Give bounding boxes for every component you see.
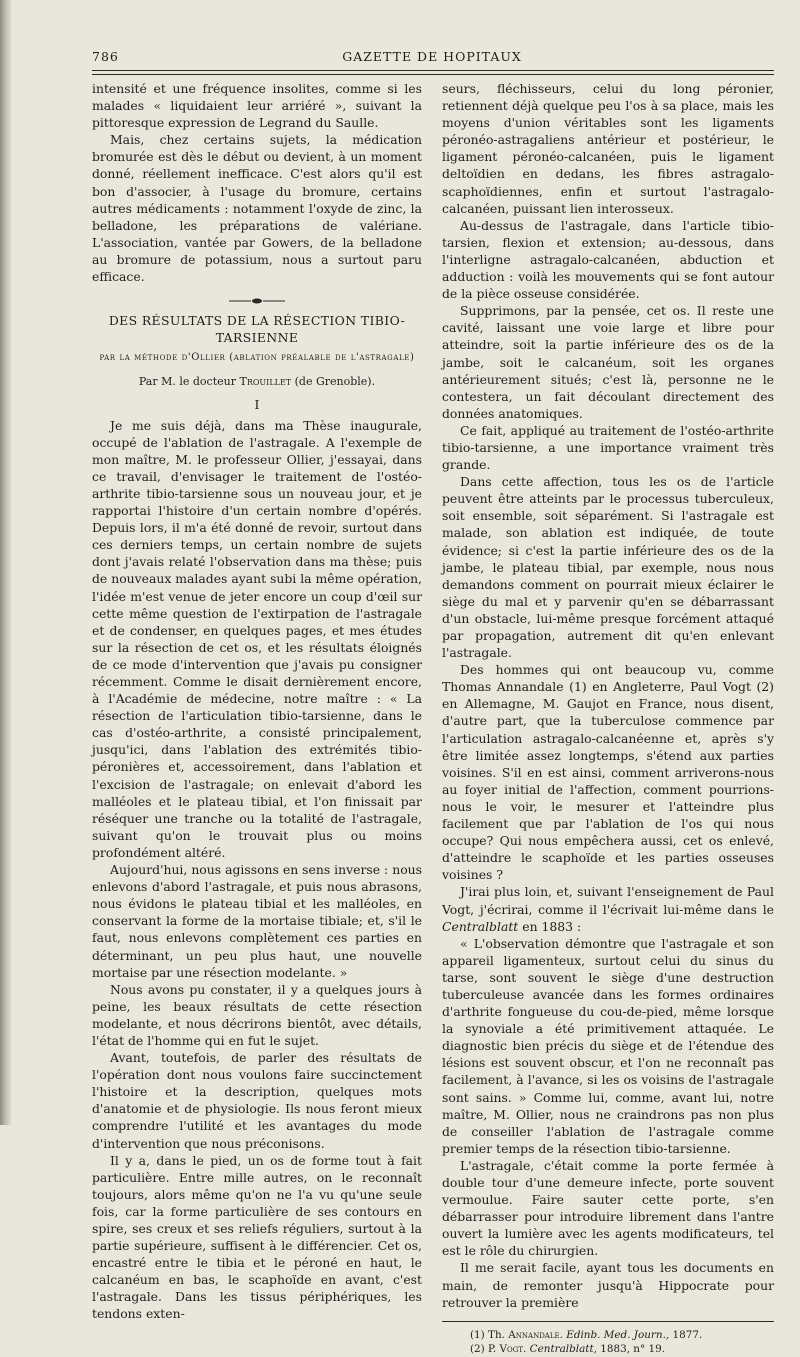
- paragraph: Ce fait, appliqué au traitement de l'ostéo-arthrite tibio-tarsienne, a une importance vraiment très grande.: [442, 422, 774, 473]
- section-number: I: [254, 396, 260, 412]
- paragraph: [442, 883, 774, 934]
- paragraph: Il y a, dans le pied, un os de forme tout à fait particulière. Entre mille autres, on le reconnaît toujours, alors même qu'on ne l'a vu qu'une seule fois, car la forme particulière de ses contours en spire, ses creux et ses reliefs réguliers, surtout à la partie supérieure, suffisent à le différencier. Cet os, encastré entre le tibia et le péroné en haut, le calcanéum en bas, le scaphoïde en avant, c'est l'astragale. Dans les tissus périphériques, les tendons exten-: [92, 1152, 422, 1322]
- paragraph: Avant, toutefois, de parler des résultats de l'opération dont nous voulons faire succinctement l'histoire et la description, quelques mots d'anatomie et de physiologie. Ils nous feront mieux comprendre l'utilité et les avantages du mode d'intervention que nous préconisons.: [92, 1050, 422, 1151]
- footnote-marker: (1) Th.: [470, 1328, 505, 1341]
- paragraph: seurs, fléchisseurs, celui du long péronier, retiennent déjà quelque peu l'os à sa place, mais les moyens d'union véritables sont les ligaments péronéo-astragaliens antérieur et postérieur, le ligament péronéo-calcanéen, puis le ligament deltoïdien en dedans, les fibres astragalo-scaphoïdiennes, enfin et surtout l'astragalo-calcanéen, puissant lien interosseux.: [442, 81, 774, 216]
- paragraph: Aujourd'hui, nous agissons en sens inverse : nous enlevons d'abord l'astragale, et puis nous abrasons, nous évidons le plateau tibial et les malléoles, en conservant la forme de la mortaise tibiale; et, s'il le faut, nous enlevons complètement ces parties en déterminant, un peu plus haut, une nouvelle mortaise par une résection modelante. »: [92, 862, 422, 980]
- header-rule-thin: [92, 74, 774, 75]
- paragraph: Il me serait facile, ayant tous les documents en main, de remonter jusqu'à Hippocrate pour retrouver la première: [442, 1260, 774, 1310]
- text-run: en 1883 :: [522, 918, 582, 934]
- author-suffix: (de Grenoble).: [294, 375, 376, 389]
- footnote: [442, 1342, 774, 1357]
- paragraph: Je me suis déjà, dans ma Thèse inaugurale, occupé de l'ablation de l'astragale. A l'exemple de mon maître, M. le professeur Ollier, j'essayai, dans ce travail, d'envisager le traitement de l'ostéo-arthrite tibio-tarsienne sous un nouveau jour, et je rapportai l'histoire d'un certain nombre d'opérés. Depuis lors, il m'a été donné de revoir, surtout dans ces derniers temps, un certain nombre de sujets dont j'avais relaté l'observation dans ma thèse; puis de nouveaux malades ayant subi la même opération, l'idée m'est venue de jeter encore un coup d'œil sur cette même question de l'extirpation de l'astragale et de condenser, en quelques pages, et mes études sur la résection de cet os, et les résultats éloignés de ce mode d'intervention que j'avais pu consigner récemment. Comme le disait dernièrement encore, à l'Académie de médecine, notre maître : « La résection de l'articulation tibio-tarsienne, dans le cas d'ostéo-arthrite, a consisté principalement, jusqu'ici, dans l'ablation des extrémités tibio-péronières et, accessoirement, dans l'ablation et l'excision de l'astragale; on enlevait d'abord les malléoles et le plateau tibial, et l'on finissait par réséquer une tranche ou la totalité de l'astragale, suivant qu'on le trouvait plus ou moins profondément altéré.: [92, 417, 422, 860]
- footnote-marker: (2) P.: [470, 1343, 497, 1356]
- article-title: DES RÉSULTATS DE LA RÉSECTION TIBIO-TARSIENNE: [108, 313, 406, 346]
- article-subtitle: par la méthode d'Ollier (ablation préalable de l'astragale): [99, 352, 415, 364]
- paragraph: Nous avons pu constater, il y a quelques jours à peine, les beaux résultats de cette résection modelante, et nous décrirons bientôt, avec détails, l'état de l'homme qui en fut le sujet.: [92, 981, 422, 1048]
- running-header: [92, 46, 772, 66]
- paragraph: Dans cette affection, tous les os de l'article peuvent être atteints par le processus tuberculeux, soit ensemble, soit séparément. Si l'astragale est malade, son ablation est indiquée, de toute évidence; si c'est la partie inférieure des os de la jambe, le plateau tibial, par exemple, nous nous demandons comment on pourrait mieux éclairer le siège du mal et y parvenir qu'en se débarrassant d'un obstacle, lui-même presque forcément attaqué par propagation, autrement dit qu'en enlevant l'astragale.: [442, 474, 774, 661]
- article-author: [92, 373, 422, 390]
- footnote-rule: [442, 1321, 774, 1322]
- text-run: J'irai plus loin, et, suivant l'enseignement de Paul Vogt, j'écrirai, comme il l'écrivait lui-même dans le: [442, 884, 774, 917]
- paragraph: « L'observation démontre que l'astragale et son appareil ligamenteux, surtout celui du sinus du tarse, sont souvent le siège d'une destruction tuberculeuse avancée dans les formes ordinaires d'arthrite fongueuse du cou-de-pied, même lorsque la synoviale a été primitivement attaquée. Le diagnostic bien précis du siège et de l'étendue des lésions est souvent obscur, et l'on ne reconnaît pas facilement, à l'avance, si les os voisins de l'astragale sont sains. » Comme lui, comme, avant lui, notre maître, M. Ollier, nous ne craindrons pas non plus de conseiller l'ablation de l'astragale comme premier temps de la résection tibio-tarsienne.: [442, 935, 774, 1156]
- journal-page: [24, 0, 790, 1356]
- footnote: [442, 1328, 774, 1343]
- footnote-source: Centralblatt,: [529, 1343, 597, 1356]
- footnote-detail: 1877.: [672, 1328, 703, 1341]
- paragraph: Au-dessus de l'astragale, dans l'article tibio-tarsien, flexion et extension; au-dessous, dans l'interligne astragalo-calcanéen, abduction et adduction : voilà les mouvements qui se font autour de la pièce osseuse considérée.: [442, 217, 774, 302]
- paragraph: Supprimons, par la pensée, cet os. Il reste une cavité, laissant une voie large et libre pour atteindre, soit la partie inférieure des os de la jambe, soit le calcanéum, soit les organes antérieurement situés; c'est là, personne ne le contestera, un fait découlant directement des données anatomiques.: [442, 303, 774, 421]
- section-ornament: [92, 292, 422, 302]
- paragraph: Des hommes qui ont beaucoup vu, comme Thomas Annandale (1) en Angleterre, Paul Vogt (2) en Allemagne, M. Gaujot en France, nous disent, d'autre part, que la tuberculose commence par l'articulation astragalo-calcanéenne et, après s'y être limitée assez longtemps, s'étend aux parties voisines. S'il en est ainsi, comment arriverons-nous au foyer initial de l'affection, comment pourrions-nous le voir, le mesurer et l'atteindre plus facilement que par l'ablation de l'os qui nous occupe? Qui nous empêchera aussi, cet os enlevé, d'atteindre le scaphoïde et les parties osseuses voisines ?: [442, 662, 774, 883]
- paragraph: L'astragale, c'était comme la porte fermée à double tour d'une demeure infecte, porte souvent vermoulue. Faire sauter cette porte, s'en débarrasser pour introduire librement dans l'antre ouvert la lumière avec les agents modificateurs, tel est le rôle du chirurgien.: [442, 1157, 774, 1259]
- author-prefix: Par M. le docteur: [138, 375, 236, 389]
- binding-gutter: [0, 0, 12, 1125]
- footnote-author: Vogt.: [499, 1343, 527, 1356]
- journal-title: GAZETTE DE HOPITAUX: [342, 49, 522, 64]
- footnote-detail: 1883, n° 19.: [600, 1343, 666, 1356]
- footnote-source: Edinb. Med. Journ.,: [566, 1328, 670, 1341]
- paragraph: intensité et une fréquence insolites, comme si les malades « liquidaient leur arriéré », suivant la pittoresque expression de Legrand du Saulle.: [92, 81, 422, 131]
- right-column: [442, 80, 774, 1357]
- journal-citation: Centralblatt: [442, 918, 519, 934]
- paragraph: Mais, chez certains sujets, la médication bromurée est dès le début ou devient, à un moment donné, réellement inefficace. C'est alors qu'il est bon d'associer, à l'usage du bromure, certains autres médicaments : notamment l'oxyde de zinc, la belladone, les préparations de valériane. L'association, vantée par Gowers, de la belladone au bromure de potassium, nous a surtout paru efficace.: [92, 132, 422, 285]
- header-rule-thick: [92, 70, 774, 71]
- left-column: [92, 80, 422, 1323]
- footnote-author: Annandale.: [508, 1328, 563, 1341]
- author-name: Trouillet: [239, 375, 292, 389]
- page-number: 786: [92, 49, 119, 64]
